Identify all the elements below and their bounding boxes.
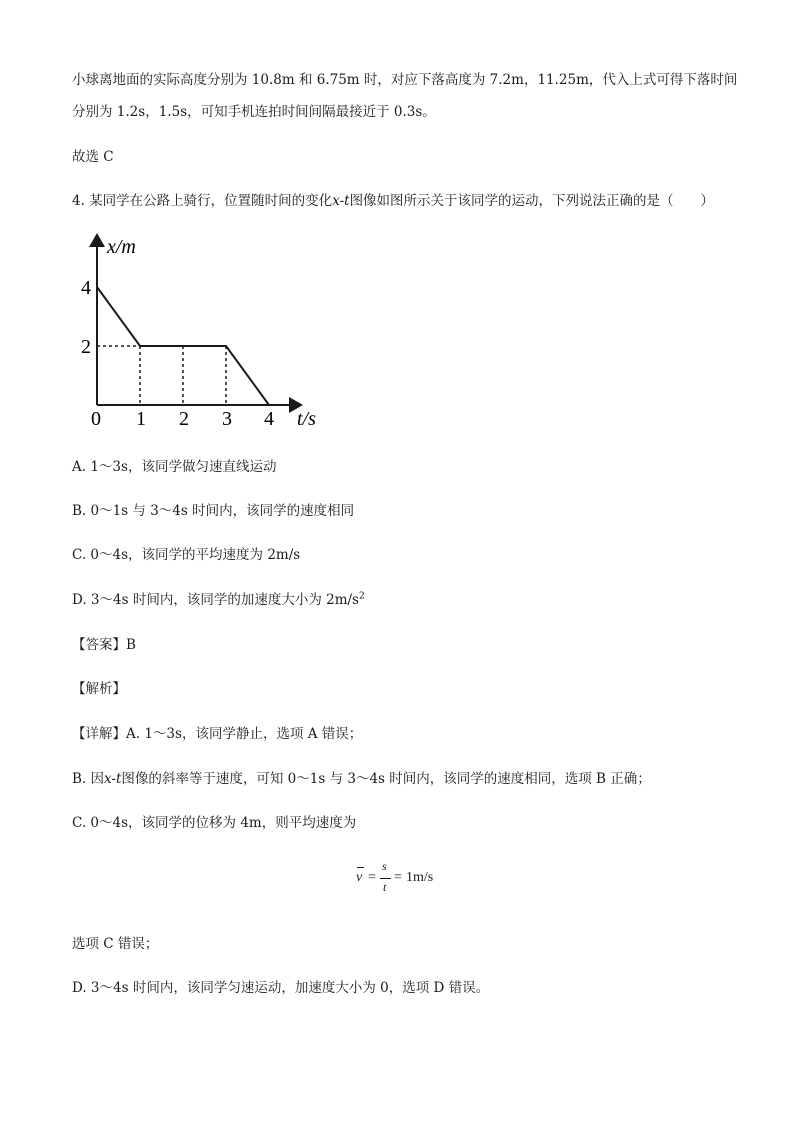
answer-line [72,633,136,653]
formula-v: v [356,870,363,885]
detail-b-xt: x-t [104,771,122,787]
prev-solution-line-1: 小球离地面的实际高度分别为 10.8m 和 6.75m 时，对应下落高度为 7.2m，11.25m，代入上式可得下落时间 [72,72,738,88]
formula-numerator: s [382,859,387,873]
y-axis-label-text: x/m [107,236,136,258]
detail-d: D. 3～4s 时间内，该同学匀速运动，加速度大小为 0，选项 D 错误。 [72,980,490,996]
dashed-guides [97,346,226,405]
question-text-before: 某同学在公路上骑行，位置随时间的变化 [89,193,333,209]
y-tick-2: 2 [81,336,91,358]
xt-graph [75,225,335,435]
x-tick-1: 1 [136,408,146,430]
question-4-stem [72,189,714,209]
fraction-bar [380,878,391,879]
option-d [72,588,365,608]
formula-result: 1m/s [406,870,434,885]
y-tick-4: 4 [81,277,91,299]
detail-tag: 【详解】 [72,726,126,742]
analysis-tag: 【解析】 [72,681,126,697]
answer-tag: 【答案】 [72,637,126,653]
average-velocity-formula [356,858,446,898]
x-tick-3: 3 [222,408,232,430]
detail-b [72,767,651,787]
option-d-superscript: 2 [358,591,365,602]
question-text-after: 图像如图所示关于该同学的运动，下列说法正确的是（ ） [349,193,715,209]
origin-label: 0 [91,408,101,430]
prev-solution-line-2: 分别为 1.2s，1.5s，可知手机连拍时间间隔最接近于 0.3s。 [72,104,436,120]
option-b: B. 0～1s 与 3～4s 时间内，该同学的速度相同 [72,503,355,519]
option-a: A. 1～3s，该同学做匀速直线运动 [72,459,277,475]
formula-equals-1: = [368,870,376,885]
question-number: 4. [72,193,85,209]
formula-equals-2: = [394,870,402,885]
detail-b-text: 图像的斜率等于速度，可知 0～1s 与 3～4s 时间内，该同学的速度相同，选项 B 正确； [121,771,651,787]
x-axis-label [297,408,316,430]
formula-denominator: t [383,880,387,894]
option-d-text: D. 3～4s 时间内，该同学的加速度大小为 2m/s [72,592,359,608]
option-c: C. 0～4s，该同学的平均速度为 2m/s [72,547,301,563]
detail-c: C. 0～4s，该同学的位移为 4m，则平均速度为 [72,815,357,831]
x-tick-4: 4 [264,408,274,430]
detail-b-prefix: B. 因 [72,771,105,787]
detail-c-conclusion: 选项 C 错误； [72,936,159,952]
detail-a-text: A. 1～3s，该同学静止，选项 A 错误； [126,726,363,742]
xt-label: x-t [332,193,350,209]
prev-conclusion: 故选 C [72,149,114,165]
detail-a [72,722,362,742]
x-axis-label-text: t/s [297,408,316,430]
answer-value: B [126,637,136,653]
x-tick-2: 2 [179,408,189,430]
y-axis-label [106,236,136,258]
overbar [357,867,364,868]
